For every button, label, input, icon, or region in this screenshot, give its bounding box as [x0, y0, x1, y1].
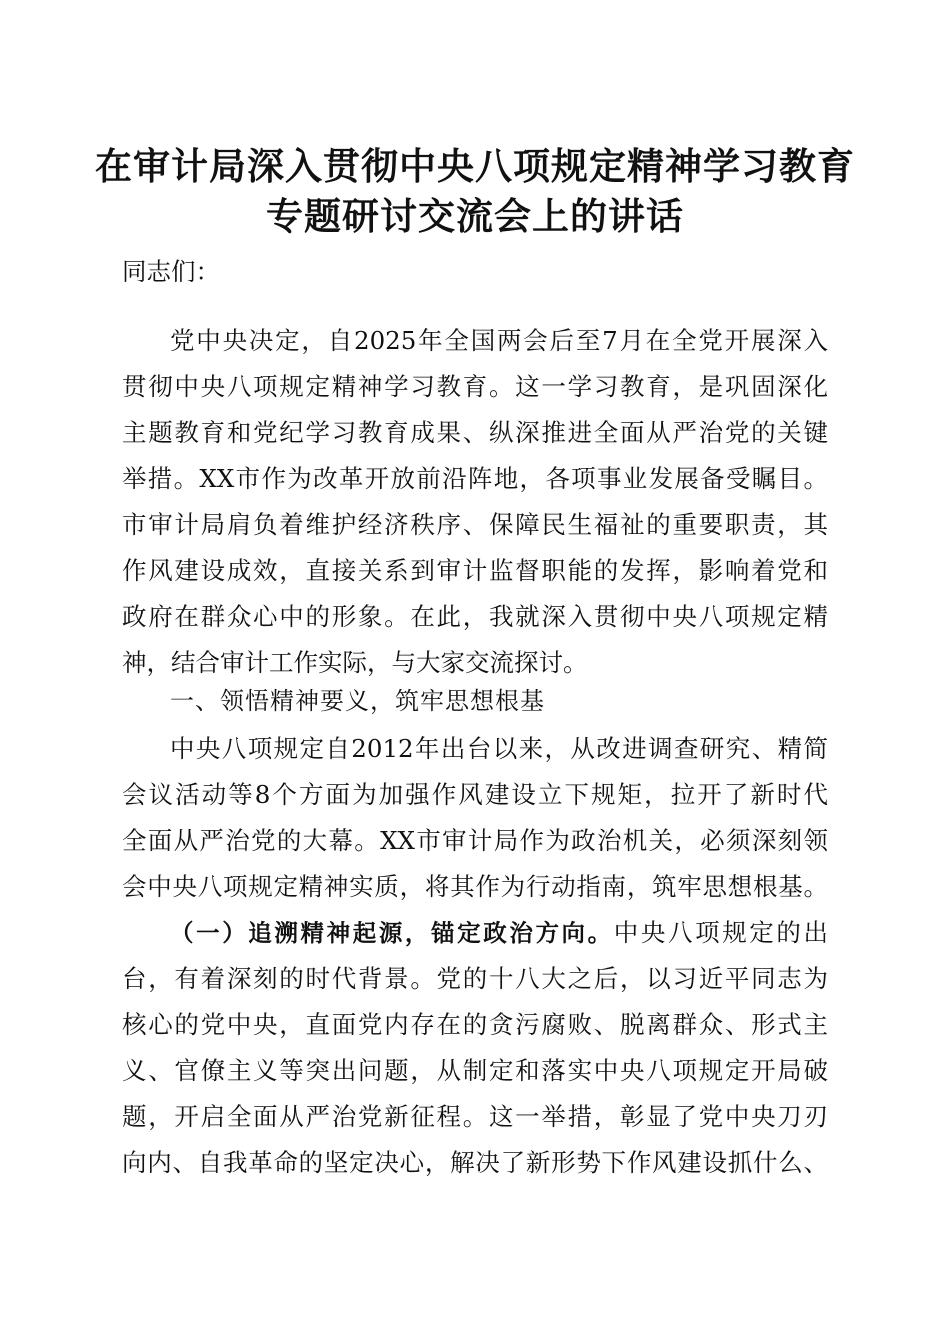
paragraph-line: 政府在群众心中的形象。在此，我就深入贯彻中央八项规定精 [122, 602, 828, 631]
paragraph-line: 题，开启全面从严治党新征程。这一举措，彰显了党中央刀刃 [122, 1102, 828, 1131]
salutation: 同志们： [122, 257, 220, 286]
subsection-line-text: 中央八项规定的出 [613, 918, 829, 947]
paragraph-line: 中央八项规定自2012年出台以来，从改进调查研究、精简 [170, 734, 828, 763]
document-title-line-2: 专题研讨交流会上的讲话 [266, 194, 684, 238]
paragraph-line: 党中央决定，自2025年全国两会后至7月在全党开展深入 [170, 326, 828, 355]
paragraph-line: 台，有着深刻的时代背景。党的十八大之后，以习近平同志为 [122, 964, 828, 993]
paragraph-line: 向内、自我革命的坚定决心，解决了新形势下作风建设抓什么、 [122, 1148, 828, 1177]
subsection-first-line [170, 917, 828, 949]
paragraph-line: 会议活动等8个方面为加强作风建设立下规矩，拉开了新时代 [122, 780, 828, 809]
paragraph-line: 举措。XX市作为改革开放前沿阵地，各项事业发展备受瞩目。 [122, 464, 828, 493]
subsection-heading: （一）追溯精神起源，锚定政治方向。 [170, 919, 614, 947]
paragraph-line: 市审计局肩负着维护经济秩序、保障民生福祉的重要职责，其 [122, 510, 828, 539]
document-title-line-1: 在审计局深入贯彻中央八项规定精神学习教育 [95, 144, 855, 188]
section-heading: 一、领悟精神要义，筑牢思想根基 [170, 687, 545, 715]
paragraph-line: 主题教育和党纪学习教育成果、纵深推进全面从严治党的关键 [122, 418, 828, 447]
paragraph-line: 会中央八项规定精神实质，将其作为行动指南，筑牢思想根基。 [122, 872, 828, 901]
paragraph-line: 全面从严治党的大幕。XX市审计局作为政治机关，必须深刻领 [122, 826, 828, 855]
paragraph-line: 核心的党中央，直面党内存在的贪污腐败、脱离群众、形式主 [122, 1010, 828, 1039]
paragraph-line: 神，结合审计工作实际，与大家交流探讨。 [122, 648, 588, 677]
paragraph-line: 作风建设成效，直接关系到审计监督职能的发挥，影响着党和 [122, 556, 828, 585]
paragraph-line: 贯彻中央八项规定精神学习教育。这一学习教育，是巩固深化 [122, 372, 828, 401]
paragraph-line: 义、官僚主义等突出问题，从制定和落实中央八项规定开局破 [122, 1056, 828, 1085]
